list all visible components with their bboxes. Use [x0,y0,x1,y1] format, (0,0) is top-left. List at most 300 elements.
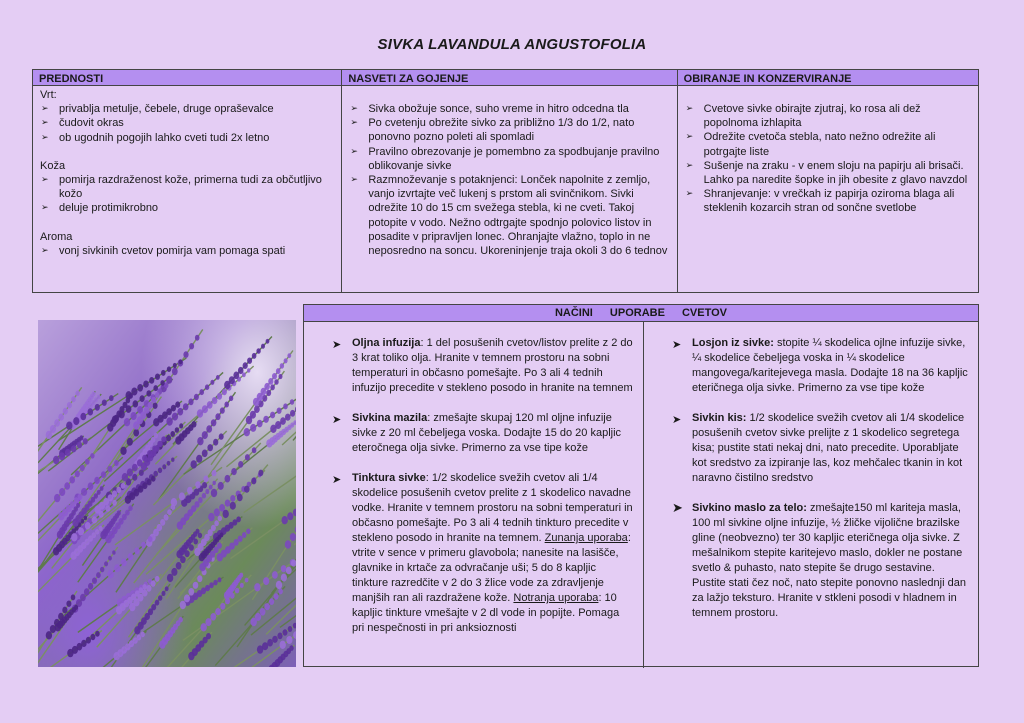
lavender-blossom [97,490,101,495]
lavender-blossom [65,449,71,457]
lavender-blossom [180,556,186,563]
lavender-blossom [71,533,77,541]
lavender-blossom [88,583,93,590]
lavender-blossom [264,383,270,390]
lavender-blossom [73,417,79,425]
lavender-blossom [104,561,108,566]
lavender-blossom [172,413,178,421]
prednosti-column [33,70,342,292]
lavender-blossom [187,487,193,495]
lavender-blossom [195,481,201,488]
lavender-blossom [97,395,100,399]
lavender-blossom [206,425,212,433]
info-table [32,69,979,293]
lavender-blossom [214,508,220,516]
lavender-blossom [267,639,273,647]
lavender-blossom [116,487,121,493]
lavender-blossom [46,631,52,639]
lavender-blossom [201,623,207,631]
list-item: ➢ privablja metulje, čebele, druge opraševalce [40,102,333,116]
lavender-blossom [88,408,94,415]
lavender-blossom [211,525,216,531]
lavender-blossom [197,437,203,445]
lavender-blossom [276,581,282,589]
lavender-blossom [85,522,91,530]
lavender-blossom [288,626,293,632]
lavender-blossom [213,481,216,485]
lavender-blossom [207,401,213,409]
lavender-blossom [117,510,121,515]
lavender-blossom [212,397,218,404]
lavender-blossom [279,374,283,379]
lavender-blossom [92,392,96,397]
lavender-blossom [112,550,115,554]
lavender-blossom [100,486,104,491]
lavender-blossom [254,405,260,413]
lavender-blossom [95,404,100,411]
lavender-blossom [211,419,217,426]
lavender-blossom [155,392,160,398]
benefit-list [40,102,333,145]
lavender-blossom [95,529,99,535]
lavender-blossom [107,466,112,472]
lavender-blossom [172,368,178,376]
lavender-blossom [90,634,95,640]
external-use-text: : vtrite v sence v primeru glavobola; nanesite na lasišče, glavnike in krtače za odvračanje uši; 5 do 8 kapljic tinkture razredčite v 2 do 3 žlice vode za zdravljenje manjših ran ali razdražene kože. [352,532,631,604]
lavender-blossom [213,580,217,586]
lavender-blossom [214,520,219,526]
lavender-blossom [242,532,247,538]
lavender-blossom [289,645,293,651]
lavender-blossom [270,384,275,390]
lavender-blossom [122,473,128,481]
lavender-blossom [179,359,183,364]
lavender-blossom [112,416,118,424]
lavender-blossom [162,591,166,596]
lavender-blossom [155,576,160,582]
list-item: ➢ pomirja razdraženost kože, primerna tudi za občutljivo kožo [40,173,333,201]
lavender-blossom [121,559,127,567]
use-text: : 1/2 skodelice svežih cvetov ali 1/4 skodelice posušenih cvetov prelite z 1 skodelico navadne vodke. Hranite v temnem prostoru na sobni temperaturi in občasno pomešajte. Po 3 ali 4 tednih tinkturo precedite v stekleno posodo in hranite na temnem. [352,472,633,544]
lavender-blossom [245,454,250,460]
lavender-blossom [92,516,98,523]
lavender-blossom [99,526,103,531]
lavender-blossom [84,588,90,595]
lavender-blossom [209,582,214,588]
lavender-blossom [238,367,244,374]
lavender-blossom [105,505,110,511]
use-item [330,336,633,396]
lavender-blossom [202,450,208,458]
lavender-blossom [120,447,126,455]
lavender-blossom [167,366,171,372]
lavender-blossom [276,368,281,374]
lavender-blossom [171,405,176,412]
lavender-blossom [84,516,87,520]
lavender-blossom [121,483,126,489]
lavender-blossom [284,358,288,363]
lavender-blossom [285,414,291,421]
lavender-blossom [240,583,244,588]
lavender-blossom [75,471,80,478]
lavender-blossom [283,629,288,635]
arrow-icon: ➤ [332,338,342,351]
list-item: ➢ Pravilno obrezovanje je pomembno za spodbujanje pravilno oblikovanje sivke [349,145,668,173]
lavender-blossom [263,416,269,423]
lavender-blossom [126,397,131,403]
lavender-blossom [134,547,139,554]
lavender-blossom [208,513,214,521]
lavender-photo [38,320,296,667]
uses-right-column [644,336,978,668]
lavender-blossom [80,465,85,471]
lavender-blossom [80,594,86,602]
lavender-blossom [54,494,60,502]
lavender-blossom [216,375,220,380]
use-name: Losjon iz sivke: [692,337,774,349]
lavender-blossom [108,556,112,561]
lavender-blossom [92,578,97,584]
lavender-blossom [282,516,288,524]
lavender-blossom [133,400,139,407]
list-item: ➢ Sušenje na zraku - v enem sloju na papirju ali brisači. Lahko pa naredite šopke in jih obesite z glavo navzdol [685,159,970,187]
arrow-icon: ➤ [332,473,342,486]
lavender-blossom [154,433,158,439]
lavender-blossom [225,500,231,507]
lavender-blossom [281,565,287,572]
lavender-blossom [114,460,119,466]
lavender-blossom [238,461,243,468]
lavender-blossom [215,608,221,615]
use-text: : zmešajte skupaj 120 ml oljne infuzije sivke z 20 ml čebeljega voska. Dodajte 15 do 20 kapljic eteročnega olja sivke. Primerno za vse tipe kože [352,412,622,454]
lavender-blossom [225,475,231,483]
lavender-blossom [244,428,250,436]
lavender-blossom [212,470,217,476]
lavender-blossom [269,598,274,605]
group-label: Koža [40,159,66,172]
use-text: zmešajte150 ml kariteja masla, 100 ml sivkine oljne infuzije, ½ žličke vijolične brazilske gline (neobvezno) ter 30 kapljic eteričnega olja sivke. Z mešalnikom stepite karitejevo maslo, dokler ne postane svetlo & puhasto, nato stepite še drugo sestavine. Pustite stati čez noč, nato stepite ponovno naslednji dan za lažjo teksturo. Hranite v stkleni posodi v hladnem in temnem prostoru. [692,502,966,619]
lavender-blossom [272,373,277,379]
lavender-blossom [151,476,156,482]
obiranje-body [678,86,978,216]
lavender-blossom [257,420,263,428]
lavender-blossom [83,438,88,444]
lavender-blossom [183,351,188,358]
harvest-list [685,102,970,216]
lavender-blossom [235,588,239,594]
page-title: SIVKA LAVANDULA ANGUSTOFOLIA [377,36,647,53]
lavender-blossom [247,368,250,372]
lavender-blossom [263,577,269,585]
lavender-blossom [238,536,243,542]
lavender-blossom [272,571,278,579]
lavender-blossom [193,539,198,545]
lavender-blossom [171,458,174,462]
lavender-blossom [75,391,79,397]
list-item: ➢ Cvetove sivke obirajte zjutraj, ko rosa ali dež popolnoma izhlapita [685,102,970,130]
lavender-blossom [230,495,235,502]
lavender-blossom [215,413,220,420]
list-item: ➢ čudovit okras [40,116,333,130]
lavender-blossom [155,600,160,606]
lavender-blossom [268,378,273,385]
lavender-blossom [210,380,214,385]
lavender-blossom [80,413,86,421]
lavender-blossom [243,362,248,369]
lavender-blossom [252,353,257,359]
uses-box [303,304,979,667]
lavender-blossom [234,539,239,546]
lavender-blossom [287,512,293,520]
use-item [670,411,970,486]
list-item: ➢ Po cvetenju obrežite sivko za približno 1/3 do 1/2, nato ponovno pozno poleti ali spomladi [349,116,668,144]
lavender-blossom [165,586,169,591]
lavender-blossom [126,405,132,413]
lavender-blossom [194,394,199,400]
arrow-icon: ➤ [672,338,682,351]
list-item: ➢ Razmnoževanje s potaknjenci: Lonček napolnite z zemljo, vanjo izvrtajte več lukenj s prstom ali svinčnikom. Sivki odrežite 10 do 15 cm svežega stebla, ki ne cveti. Takoj potopite v vodo. Nežno odtrgajte spodnjo polovico listov in posadite v pripravljen lonec. Ohranjajte vlažno, toplo in ne neposredno na soncu. Ukoreninjenje traja okoli 3 do 6 tednov [349,173,668,258]
lavender-blossom [164,514,169,520]
lavender-blossom [254,583,260,591]
lavender-blossom [167,574,173,582]
lavender-blossom [161,370,166,376]
lavender-blossom [142,589,148,596]
lavender-blossom [58,414,64,421]
use-item [330,471,633,636]
lavender-blossom [148,402,153,409]
lavender-blossom [278,588,283,594]
lavender-blossom [161,436,166,442]
lavender-blossom [81,488,87,496]
lavender-blossom [247,358,252,364]
lavender-blossom [211,489,217,497]
lavender-blossom [77,442,82,449]
lavender-blossom [272,636,278,643]
lavender-blossom [260,608,266,616]
use-name: Tinktura sivke [352,472,426,484]
lavender-blossom [220,533,224,538]
lavender-blossom [179,617,183,623]
lavender-blossom [124,418,130,426]
lavender-blossom [153,403,158,409]
lavender-blossom [64,482,70,490]
lavender-blossom [78,528,84,536]
benefit-list [40,173,333,216]
lavender-blossom [207,444,213,451]
lavender-blossom [285,540,291,548]
lavender-blossom [229,396,233,402]
list-item: ➢ Sivka obožuje sonce, suho vreme in hitro odcedna tla [349,102,668,116]
arrow-icon: ➤ [672,501,683,516]
lavender-blossom [78,494,83,500]
lavender-blossom [171,568,177,576]
lavender-blossom [151,604,156,610]
lavender-blossom [184,594,190,602]
lavender-blossom [185,550,190,557]
group-label: Vrt: [40,89,57,101]
lavender-blossom [177,408,183,416]
lavender-blossom [59,452,65,460]
lavender-blossom [112,500,117,506]
lavender-blossom [94,477,100,484]
lavender-blossom [202,482,207,488]
list-item: ➢ deluje protimikrobno [40,201,333,215]
lavender-blossom [179,492,185,500]
lavender-blossom [286,636,292,644]
lavender-blossom [62,607,67,614]
lavender-blossom [151,397,156,403]
lavender-blossom [125,510,130,516]
lavender-blossom [151,580,156,586]
lavender-blossom [119,410,125,418]
lavender-blossom [195,335,200,341]
lavender-blossom [290,399,294,405]
lavender-blossom [166,435,171,441]
lavender-blossom [231,468,237,475]
lavender-blossom [233,372,239,380]
lavender-blossom [108,570,114,578]
lavender-blossom [191,460,197,468]
lavender-blossom [252,447,257,453]
lavender-blossom [189,544,194,550]
lavender-blossom [218,482,224,490]
lavender-blossom [198,533,202,539]
lavender-blossom [198,497,203,503]
lavender-blossom [189,343,194,349]
nasveti-body [342,86,676,258]
use-text: : 1 del posušenih cvetov/listov prelite z 2 do 3 krat toliko olja. Hranite v temnem prostoru na sobni temperaturi in občasno pomešajte. Po 3 ali 4 tednih infuzijo precedite v stekleno posodo in hranite na temnem [352,337,633,394]
lavender-blossom [102,400,107,406]
internal-use-text: : 10 kapljic tinkture vmešajte v 2 dl vode in popijte. Pomaga pri nespečnosti in pri anksioznosti [352,592,620,634]
lavender-blossom [128,505,132,511]
lavender-blossom [101,471,106,478]
lavender-blossom [137,384,143,392]
lavender-blossom [197,575,202,582]
lavender-blossom [274,379,278,385]
lavender-blossom [127,468,133,476]
lavender-blossom [160,380,164,386]
lavender-blossom [274,593,279,599]
lavender-blossom [277,633,282,640]
use-item [670,501,970,621]
lavender-blossom [220,603,225,610]
lavender-blossom [287,353,291,358]
lavender-blossom [109,395,114,401]
lavender-blossom [158,468,162,474]
lavender-blossom [219,433,224,439]
lavender-blossom [266,339,270,344]
lavender-blossom [222,389,227,395]
lavender-blossom [218,516,222,522]
lavender-blossom [264,603,270,610]
lavender-blossom [180,601,186,609]
lavender-blossom [171,498,177,506]
lavender-blossom [280,417,286,425]
tips-list [349,102,668,258]
lavender-blossom [203,476,208,483]
lavender-blossom [176,562,182,570]
lavender-blossom [280,363,284,369]
lavender-blossom [183,403,189,410]
lavender-blossom [132,474,137,481]
lavender-blossom [158,595,162,601]
lavender-blossom [149,377,154,384]
lavender-blossom [90,453,94,459]
lavender-blossom [76,503,80,508]
lavender-blossom [290,410,295,417]
lavender-blossom [71,594,76,600]
list-item: ➢ Odrežite cvetoča stebla, nato nežno odrežite ali potrgajte liste [685,130,970,158]
lavender-blossom [196,455,202,463]
lavender-blossom [100,567,104,573]
lavender-blossom [131,412,137,420]
lavender-blossom [128,553,134,560]
lavender-blossom [95,631,100,637]
lavender-blossom [206,633,211,639]
lavender-blossom [175,401,180,407]
lavender-blossom [290,533,296,541]
use-name: Sivkin kis: [692,412,747,424]
lavender-blossom [129,393,133,399]
lavender-blossom [286,567,292,575]
lavender-blossom [173,363,177,368]
lavender-blossom [217,393,222,400]
use-name: Oljna infuzija [352,337,421,349]
arrow-icon: ➤ [672,413,682,426]
lavender-blossom [85,459,90,465]
arrow-icon: ➤ [332,413,342,426]
lavender-blossom [167,509,172,515]
lavender-blossom [202,431,208,439]
lavender-blossom [205,384,209,390]
lavender-blossom [69,476,75,483]
list-item: ➢ Shranjevanje: v vrečkah iz papirja oziroma blaga ali steklenih kozarcih stran od sončne svetlobe [685,187,970,215]
lavender-blossom [71,445,77,452]
lavender-blossom [142,482,147,489]
lavender-blossom [277,408,282,414]
lavender-blossom [188,399,193,406]
lavender-blossom [199,389,204,395]
lavender-blossom [147,479,152,485]
lavender-blossom [160,519,165,526]
benefit-list [40,244,333,258]
use-name: Sivkino maslo za telo: [692,502,807,514]
lavender-blossom [53,456,59,464]
lavender-blossom [50,425,56,433]
lavender-blossom [66,601,71,607]
lavender-blossom [251,478,256,485]
lavender-blossom [218,577,222,582]
list-item: ➢ vonj sivkinih cvetov pomirja vam pomaga spati [40,244,333,258]
lavender-blossom [146,585,151,592]
lavender-blossom [141,632,145,638]
lavender-blossom [236,516,241,522]
lavender-blossom [261,344,265,349]
internal-use-label: Notranja uporaba [513,592,599,604]
lavender-blossom [133,429,139,437]
use-item [670,336,970,396]
lavender-blossom [143,381,149,388]
lavender-blossom [88,482,94,490]
lavender-blossom [63,408,68,415]
lavender-blossom [114,564,120,572]
uses-header: NAČINI UPORABE CVETOV [304,305,978,322]
lavender-blossom [141,542,146,548]
lavender-blossom [67,402,72,408]
lavender-blossom [137,635,142,641]
lavender-blossom [112,490,117,497]
lavender-blossom [250,424,256,432]
